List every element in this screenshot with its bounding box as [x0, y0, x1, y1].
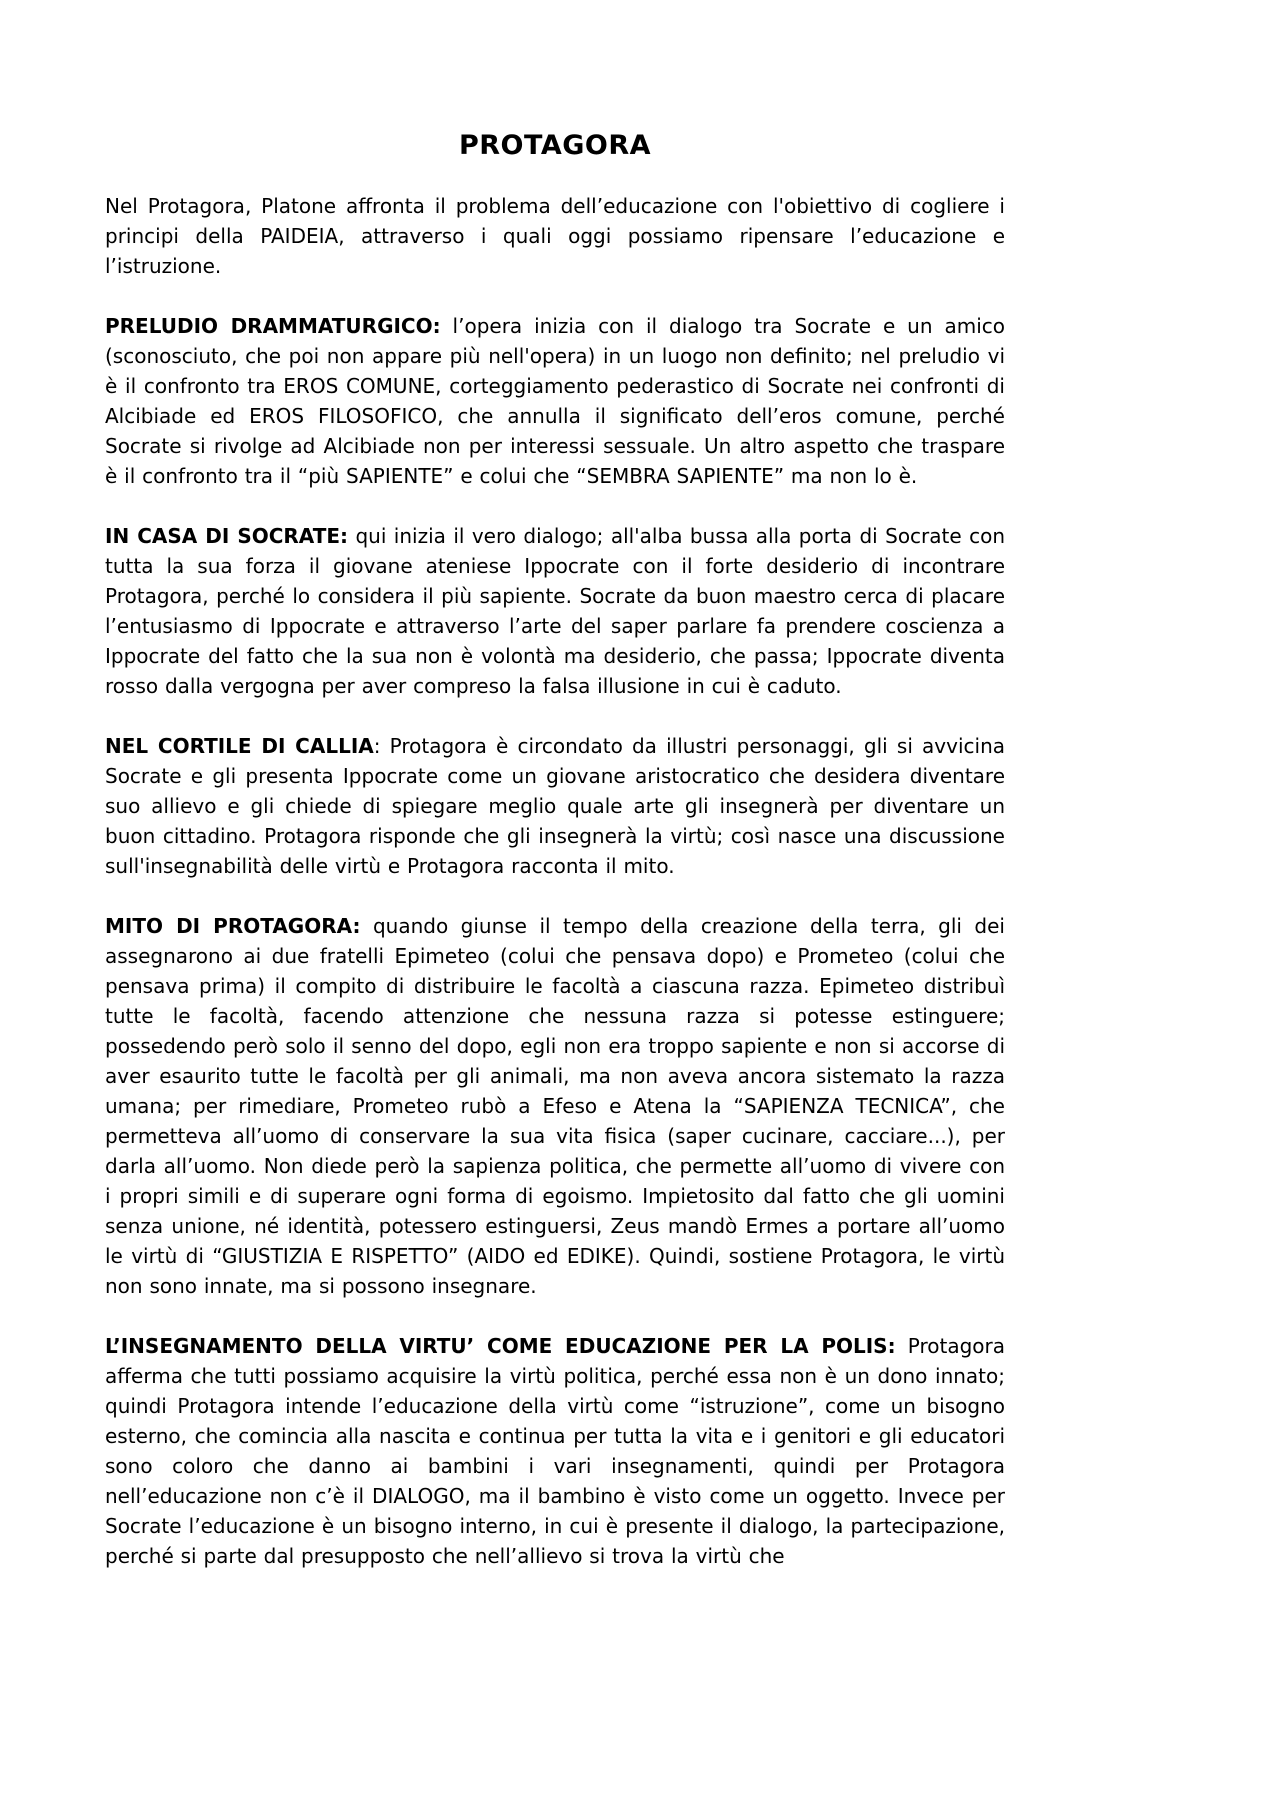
paragraph-mito-di-protagora	[105, 911, 1005, 1301]
paragraph-body: l’opera inizia con il dialogo tra Socrate e un amico (sconosciuto, che poi non appare più nell'opera) in un luogo non definito; nel preludio vi è il confronto tra EROS COMUNE, corteggiamento pederastico di Socrate nei confronti di Alcibiade ed EROS FILOSOFICO, che annulla il significato dell’eros comune, perché Socrate si rivolge ad Alcibiade non per interessi sessuale. Un altro aspetto che traspare è il confronto tra il “più SAPIENTE” e colui che “SEMBRA SAPIENTE” ma non lo è.	[105, 314, 1005, 488]
paragraph-insegnamento-della-virtu	[105, 1331, 1005, 1571]
paragraph-in-casa-di-socrate	[105, 521, 1005, 701]
paragraph-lead: MITO DI PROTAGORA:	[105, 914, 361, 938]
paragraph-lead: IN CASA DI SOCRATE:	[105, 524, 349, 548]
paragraph-preludio-drammaturgico	[105, 311, 1005, 491]
paragraph-body: : Protagora è circondato da illustri personaggi, gli si avvicina Socrate e gli presenta Ippocrate come un giovane aristocratico che desidera diventare suo allievo e gli chiede di spiegare meglio quale arte gli insegnerà per diventare un buon cittadino. Protagora risponde che gli insegnerà la virtù; così nasce una discussione sull'insegnabilità delle virtù e Protagora racconta il mito.	[105, 734, 1006, 878]
intro-paragraph	[105, 191, 1005, 281]
paragraph-lead: L’INSEGNAMENTO DELLA VIRTU’ COME EDUCAZIONE PER LA POLIS:	[105, 1334, 896, 1358]
document-title: PROTAGORA	[458, 130, 652, 161]
paragraph-lead: PRELUDIO DRAMMATURGICO:	[105, 314, 441, 338]
paragraph-body: Nel Protagora, Platone affronta il problema dell’educazione con l'obiettivo di cogliere i principi della PAIDEIA, attraverso i quali oggi possiamo ripensare l’educazione e l’istruzione.	[105, 194, 1005, 278]
paragraph-lead: NEL CORTILE DI CALLIA	[105, 734, 374, 758]
paragraph-body: quando giunse il tempo della creazione della terra, gli dei assegnarono ai due fratelli Epimeteo (colui che pensava dopo) e Prometeo (colui che pensava prima) il compito di distribuire le facoltà a ciascuna razza. Epimeteo distribuì tutte le facoltà, facendo attenzione che nessuna razza si potesse estinguere; possedendo però solo il senno del dopo, egli non era troppo sapiente e non si accorse di aver esaurito tutte le facoltà per gli animali, ma non aveva ancora sistemato la razza umana; per rimediare, Prometeo rubò a Efeso e Atena la “SAPIENZA TECNICA”, che permetteva all’uomo di conservare la sua vita fisica (saper cucinare, cacciare...), per darla all’uomo. Non diede però la sapienza politica, che permette all’uomo di vivere con i propri simili e di superare ogni forma di egoismo. Impietosito dal fatto che gli uomini senza unione, né identità, potessero estinguersi, Zeus mandò Ermes a portare all’uomo le virtù di “GIUSTIZIA E RISPETTO” (AIDO ed EDIKE). Quindi, sostiene Protagora, le virtù non sono innate, ma si possono insegnare.	[105, 914, 1005, 1298]
paragraph-nel-cortile-di-callia	[105, 731, 1005, 881]
paragraph-body: Protagora afferma che tutti possiamo acquisire la virtù politica, perché essa non è un dono innato; quindi Protagora intende l’educazione della virtù come “istruzione”, come un bisogno esterno, che comincia alla nascita e continua per tutta la vita e i genitori e gli educatori sono coloro che danno ai bambini i vari insegnamenti, quindi per Protagora nell’educazione non c’è il DIALOGO, ma il bambino è visto come un oggetto. Invece per Socrate l’educazione è un bisogno interno, in cui è presente il dialogo, la partecipazione, perché si parte dal presupposto che nell’allievo si trova la virtù che	[105, 1334, 1006, 1568]
paragraph-body: qui inizia il vero dialogo; all'alba bussa alla porta di Socrate con tutta la sua forza il giovane ateniese Ippocrate con il forte desiderio di incontrare Protagora, perché lo considera il più sapiente. Socrate da buon maestro cerca di placare l’entusiasmo di Ippocrate e attraverso l’arte del saper parlare fa prendere coscienza a Ippocrate del fatto che la sua non è volontà ma desiderio, che passa; Ippocrate diventa rosso dalla vergogna per aver compreso la falsa illusione in cui è caduto.	[105, 524, 1005, 698]
